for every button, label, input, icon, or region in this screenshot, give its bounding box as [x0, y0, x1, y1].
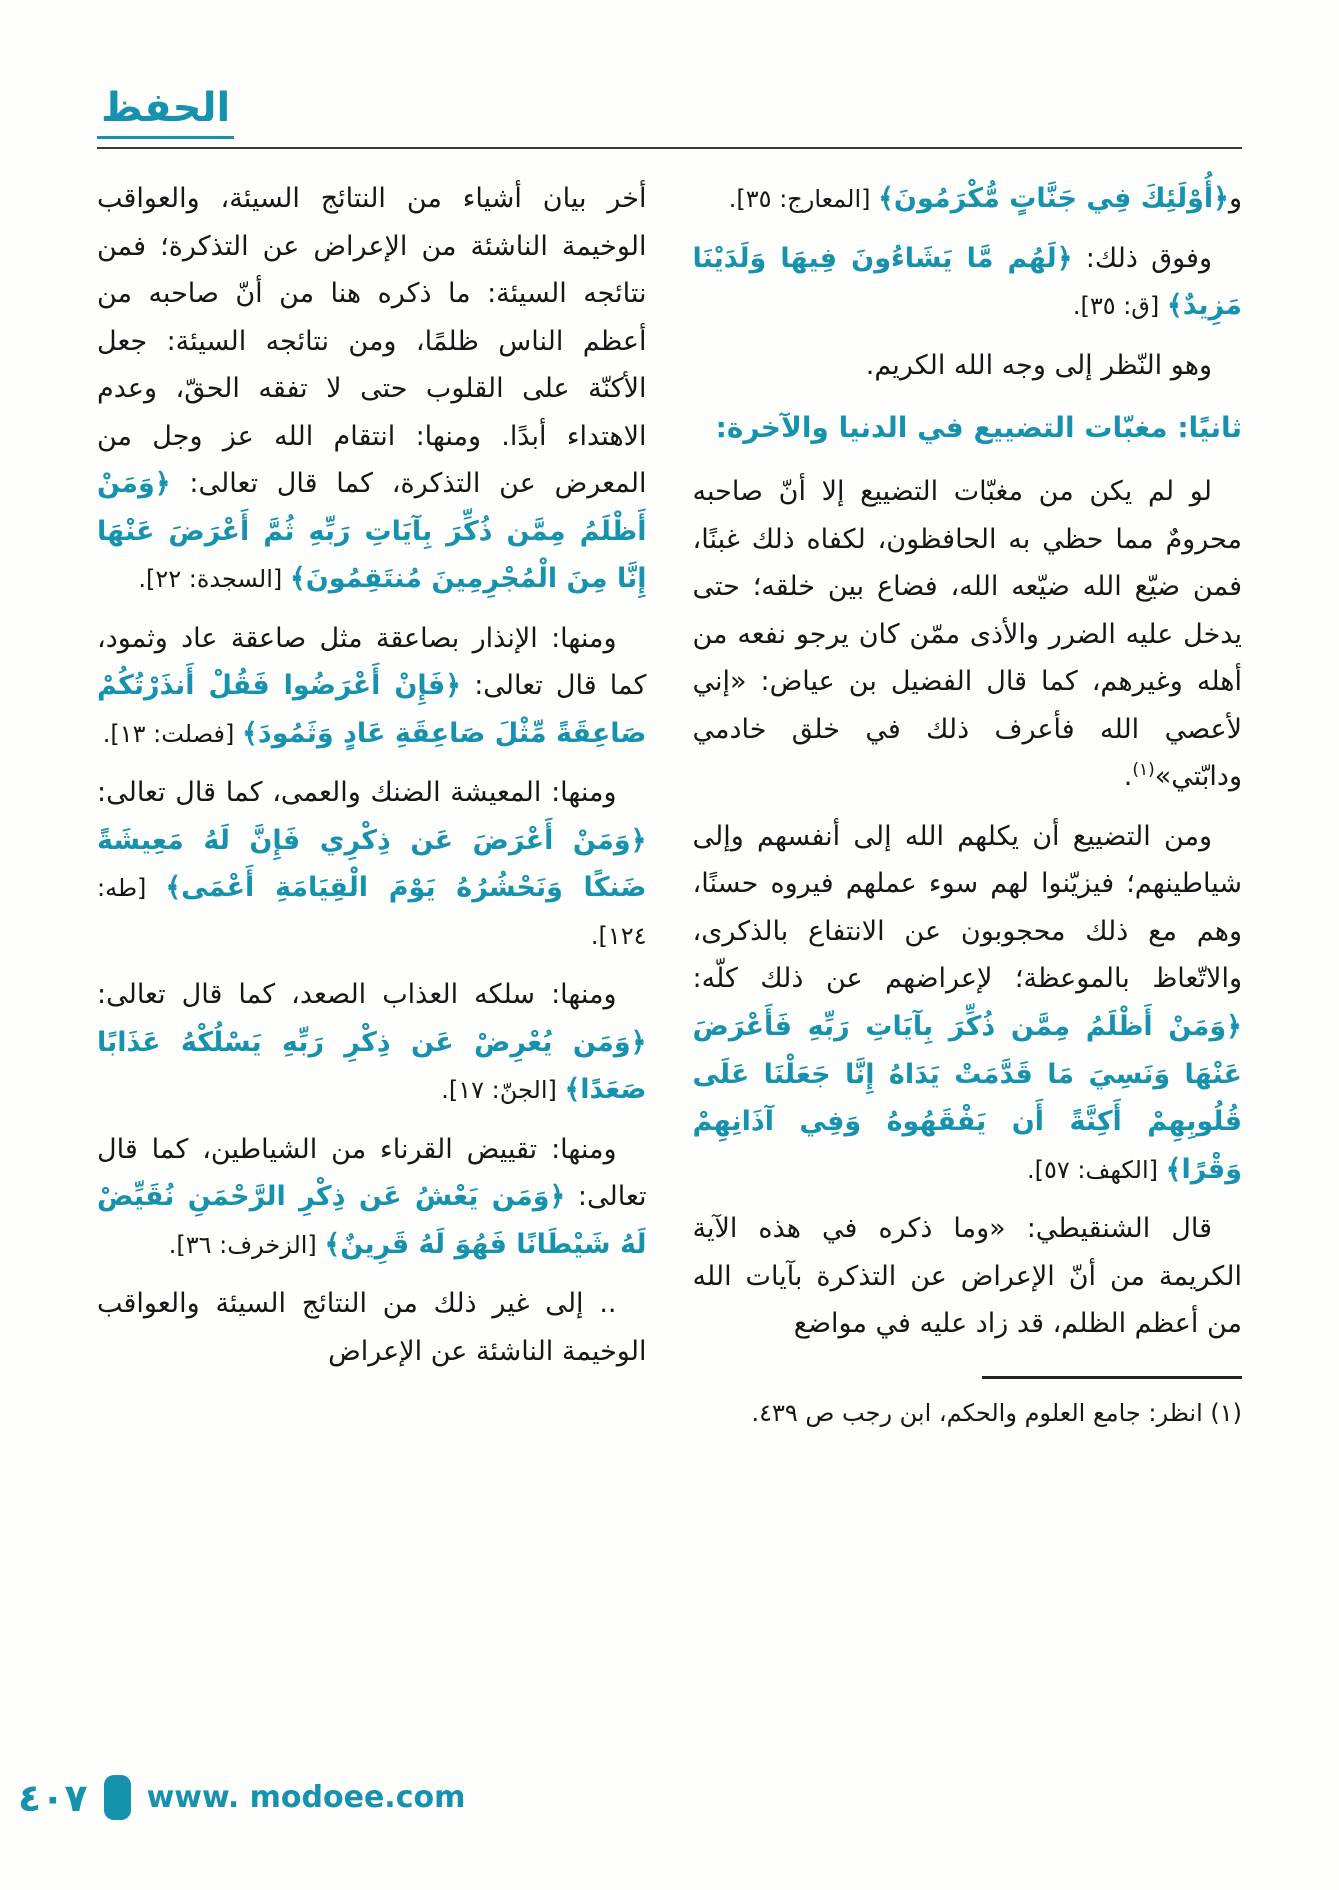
body-text: ومن التضييع أن يكلهم الله إلى أنفسهم وإلى شياطينهم؛ فيزيّنوا لهم سوء عملهم فيروه حسنًا، وهم مع ذلك محجوبون عن الانتفاع بالذكرى، والاتّعاظ بالموعظة؛ لإعراضهم عن ذلك كلّه: [692, 820, 1242, 995]
column-left [97, 175, 647, 1445]
paragraph [97, 1126, 647, 1269]
paragraph [97, 615, 647, 758]
page-header [0, 0, 1339, 139]
verse-reference: [الكهف: ٥٧]. [1027, 1155, 1166, 1184]
page-number: ٤٠٧ [18, 1775, 88, 1820]
verse-reference: [ق: ٣٥]. [1072, 292, 1167, 321]
footnote [693, 1393, 1243, 1434]
paragraph [693, 1205, 1243, 1348]
body-text: . [1123, 761, 1133, 793]
paragraph [97, 175, 647, 603]
body-text: ومنها: تقييض القرناء من الشياطين، كما قال تعالى: [97, 1133, 647, 1213]
verse-reference: [طه: ١٢٤]. [97, 874, 647, 950]
body-text: ومنها: الإنذار بصاعقة مثل صاعقة عاد وثمود، كما قال تعالى: [97, 622, 647, 702]
quran-verse: ﴿لَهُم مَّا يَشَاءُونَ فِيهَا وَلَدَيْنَا مَزِيدٌ﴾ [692, 242, 1242, 322]
verse-reference: [المعارج: ٣٥]. [728, 185, 879, 213]
paragraph [693, 342, 1243, 390]
body-text: لو لم يكن من مغبّات التضييع إلا أنّ صاحبه محرومٌ مما حظي به الحافظون، لكفاه ذلك غبنًا، فمن ضيّع الله ضيّعه الله، فضاع بين خلقه؛ حتى يدخل عليه الضرر والأذى ممّن كان يرجو نفعه من أهله وغيرهم، كما قال الفضيل بن عياض: «إني لأعصي الله فأعرف ذلك في خلق خادمي ودابّتي» [692, 476, 1242, 793]
verse-reference: [فصلت: ١٣]. [102, 719, 243, 748]
column-right [693, 175, 1243, 1445]
quran-verse: ﴿وَمَنْ أَظْلَمُ مِمَّن ذُكِّرَ بِآيَاتِ رَبِّهِ ثُمَّ أَعْرَضَ عَنْهَا إِنَّا مِنَ الْمُجْرِمِينَ مُنتَقِمُونَ﴾ [97, 468, 647, 595]
quran-verse: ﴿وَمَنْ أَظْلَمُ مِمَّن ذُكِّرَ بِآيَاتِ رَبِّهِ فَأَعْرَضَ عَنْهَا وَنَسِيَ مَا قَدَّمَتْ يَدَاهُ إِنَّا جَعَلْنَا عَلَى قُلُوبِهِمْ أَكِنَّةً أَن يَفْقَهُوهُ وَفِي آذَانِهِمْ وَقْرًا﴾ [692, 1011, 1242, 1185]
verse-reference: [الزخرف: ٣٦]. [168, 1230, 325, 1259]
body-text: (١) انظر: جامع العلوم والحكم، ابن رجب ص ٤٣٩. [751, 1398, 1242, 1427]
quran-verse: ﴿فَإِنْ أَعْرَضُوا فَقُلْ أَنذَرْتُكُمْ صَاعِقَةً مِّثْلَ صَاعِقَةِ عَادٍ وَثَمُودَ﴾ [97, 670, 647, 749]
quran-verse: ﴿وَمَن يَعْشُ عَن ذِكْرِ الرَّحْمَنِ نُقَيِّضْ لَهُ شَيْطَانًا فَهُوَ لَهُ قَرِينٌ﴾ [97, 1181, 647, 1260]
body-text: ومنها: سلكه العذاب الصعد، كما قال تعالى: [97, 979, 617, 1011]
footnote-marker: (١) [1132, 760, 1155, 781]
book-title-logo: الحفظ [97, 86, 234, 139]
body-text: قال الشنقيطي: «وما ذكره في هذه الآية الكريمة من أنّ الإعراض عن التذكرة بآيات الله من أعظم الظلم، قد زاد عليه في مواضع [692, 1213, 1242, 1340]
quran-verse: ﴿وَمَنْ أَعْرَضَ عَن ذِكْرِي فَإِنَّ لَهُ مَعِيشَةً ضَنكًا وَنَحْشُرُهُ يَوْمَ الْقِيَامَةِ أَعْمَى﴾ [97, 824, 647, 904]
body-text: وهو النّظر إلى وجه الله الكريم. [865, 349, 1212, 381]
page-number-ornament [104, 1775, 131, 1820]
body-text: .. إلى غير ذلك من النتائج السيئة والعواقب الوخيمة الناشئة عن الإعراض [97, 1288, 647, 1367]
paragraph [97, 971, 647, 1114]
paragraph [693, 468, 1243, 801]
verse-reference: [السجدة: ٢٢]. [138, 565, 290, 594]
two-column-text [0, 149, 1339, 1445]
verse-reference: [الجنّ: ١٧]. [441, 1076, 565, 1105]
page-footer [18, 1775, 465, 1820]
heading-text: ثانيًا: مغبّات التضييع في الدنيا والآخرة: [715, 411, 1242, 445]
quran-verse: ﴿أُوْلَئِكَ فِي جَنَّاتٍ مُّكْرَمُونَ﴾ [878, 183, 1229, 214]
paragraph [97, 769, 647, 959]
paragraph [693, 813, 1243, 1193]
body-text: ومنها: المعيشة الضنك والعمى، كما قال تعالى: [97, 777, 617, 809]
body-text: وفوق ذلك: [1072, 242, 1212, 274]
section-heading [693, 403, 1243, 452]
website-url: www. modoee.com [146, 1780, 466, 1815]
body-text: و [1228, 183, 1242, 214]
paragraph [693, 175, 1243, 223]
body-text: أخر بيان أشياء من النتائج السيئة، والعواقب الوخيمة الناشئة من الإعراض عن التذكرة؛ فمن نتائجه السيئة: ما ذكره هنا من أنّ صاحبه من أعظم الناس ظلمًا، ومن نتائجه السيئة: جعل الأكنّة على القلوب حتى لا تفقه الحقّ، وعدم الاهتداء أبدًا. ومنها: انتقام الله عز وجل من المعرض عن التذكرة، كما قال تعالى: [97, 183, 647, 500]
paragraph [693, 235, 1243, 330]
quran-verse: ﴿وَمَن يُعْرِضْ عَن ذِكْرِ رَبِّهِ يَسْلُكْهُ عَذَابًا صَعَدًا﴾ [97, 1026, 647, 1106]
paragraph [97, 1280, 647, 1375]
footnote-separator [982, 1376, 1242, 1379]
